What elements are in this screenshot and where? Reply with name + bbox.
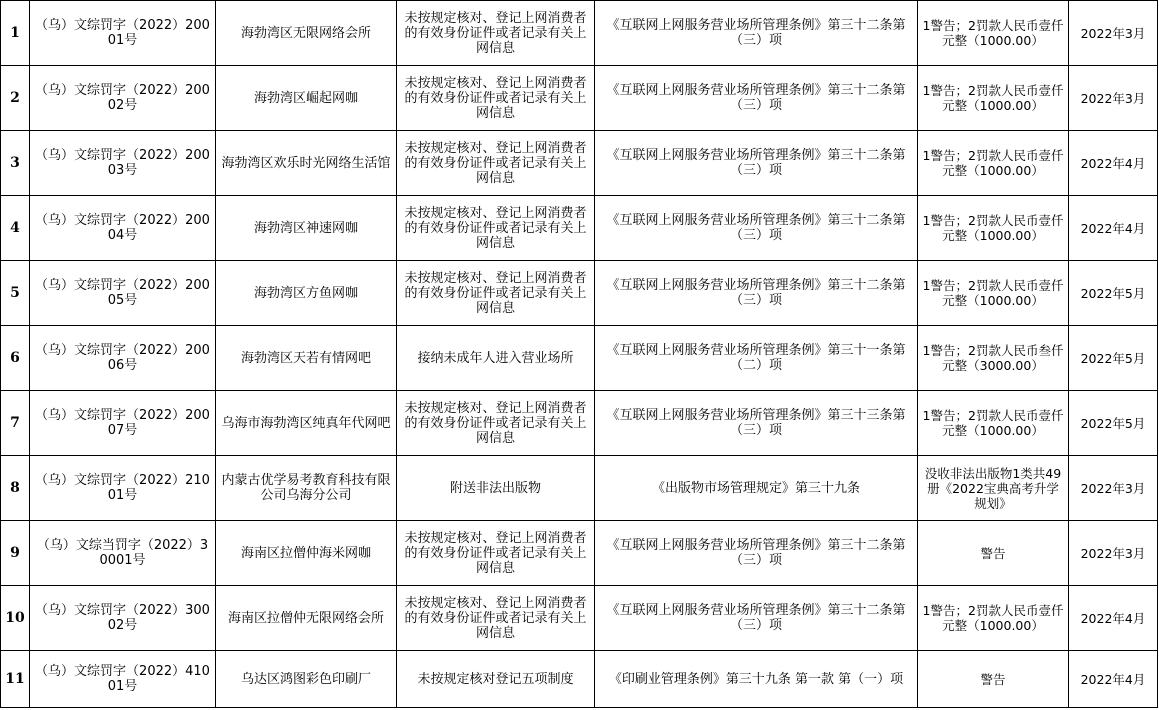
legal-basis: 《互联网上网服务营业场所管理条例》第三十二条第（三）项 bbox=[595, 521, 918, 586]
decision-doc-number: （乌）文综罚字（2022）21001号 bbox=[30, 456, 216, 521]
legal-basis: 《出版物市场管理规定》第三十九条 bbox=[595, 456, 918, 521]
table-row bbox=[1, 651, 1158, 708]
violation-fact: 未按规定核对、登记上网消费者的有效身份证件或者记录有关上网信息 bbox=[397, 196, 595, 261]
table-row bbox=[1, 131, 1158, 196]
decision-doc-number: （乌）文综罚字（2022）30002号 bbox=[30, 586, 216, 651]
legal-basis: 《印刷业管理条例》第三十九条 第一款 第（一）项 bbox=[595, 651, 918, 708]
row-number: 1 bbox=[1, 1, 30, 66]
party-name: 海勃湾区欢乐时光网络生活馆 bbox=[216, 131, 397, 196]
decision-doc-number: （乌）文综罚字（2022）20007号 bbox=[30, 391, 216, 456]
party-name: 海勃湾区无限网络会所 bbox=[216, 1, 397, 66]
legal-basis: 《互联网上网服务营业场所管理条例》第三十二条第（三）项 bbox=[595, 66, 918, 131]
table-row bbox=[1, 456, 1158, 521]
row-number: 8 bbox=[1, 456, 30, 521]
violation-fact: 未按规定核对、登记上网消费者的有效身份证件或者记录有关上网信息 bbox=[397, 131, 595, 196]
row-number: 5 bbox=[1, 261, 30, 326]
table-body bbox=[1, 1, 1158, 708]
legal-basis: 《互联网上网服务营业场所管理条例》第三十二条第（三）项 bbox=[595, 196, 918, 261]
table-row bbox=[1, 1, 1158, 66]
legal-basis: 《互联网上网服务营业场所管理条例》第三十二条第（三）项 bbox=[595, 261, 918, 326]
table-row bbox=[1, 521, 1158, 586]
decision-doc-number: （乌）文综罚字（2022）20004号 bbox=[30, 196, 216, 261]
legal-basis: 《互联网上网服务营业场所管理条例》第三十二条第（三）项 bbox=[595, 131, 918, 196]
decision-doc-number: （乌）文综罚字（2022）20003号 bbox=[30, 131, 216, 196]
decision-doc-number: （乌）文综罚字（2022）20001号 bbox=[30, 1, 216, 66]
row-number: 7 bbox=[1, 391, 30, 456]
table-row bbox=[1, 586, 1158, 651]
penalty-content: 警告 bbox=[918, 651, 1069, 708]
party-name: 海南区拉僧仲海米网咖 bbox=[216, 521, 397, 586]
table-row bbox=[1, 66, 1158, 131]
party-name: 海勃湾区方鱼网咖 bbox=[216, 261, 397, 326]
penalty-content: 警告 bbox=[918, 521, 1069, 586]
decision-date: 2022年4月 bbox=[1069, 586, 1158, 651]
party-name: 内蒙古优学易考教育科技有限公司乌海分公司 bbox=[216, 456, 397, 521]
violation-fact: 未按规定核对登记五项制度 bbox=[397, 651, 595, 708]
decision-date: 2022年5月 bbox=[1069, 326, 1158, 391]
party-name: 海勃湾区崛起网咖 bbox=[216, 66, 397, 131]
party-name: 海南区拉僧仲无限网络会所 bbox=[216, 586, 397, 651]
penalty-content: 1警告；2罚款人民币壹仟元整（1000.00） bbox=[918, 1, 1069, 66]
penalty-content: 1警告；2罚款人民币壹仟元整（1000.00） bbox=[918, 391, 1069, 456]
violation-fact: 未按规定核对、登记上网消费者的有效身份证件或者记录有关上网信息 bbox=[397, 586, 595, 651]
legal-basis: 《互联网上网服务营业场所管理条例》第三十二条第（三）项 bbox=[595, 586, 918, 651]
penalty-content: 1警告；2罚款人民币壹仟元整（1000.00） bbox=[918, 131, 1069, 196]
decision-doc-number: （乌）文综罚字（2022）20005号 bbox=[30, 261, 216, 326]
decision-doc-number: （乌）文综罚字（2022）20006号 bbox=[30, 326, 216, 391]
decision-date: 2022年3月 bbox=[1069, 456, 1158, 521]
row-number: 11 bbox=[1, 651, 30, 708]
decision-date: 2022年4月 bbox=[1069, 131, 1158, 196]
party-name: 乌达区鸿图彩色印刷厂 bbox=[216, 651, 397, 708]
party-name: 海勃湾区神速网咖 bbox=[216, 196, 397, 261]
violation-fact: 接纳未成年人进入营业场所 bbox=[397, 326, 595, 391]
row-number: 2 bbox=[1, 66, 30, 131]
violation-fact: 未按规定核对、登记上网消费者的有效身份证件或者记录有关上网信息 bbox=[397, 261, 595, 326]
penalty-content: 1警告；2罚款人民币壹仟元整（1000.00） bbox=[918, 196, 1069, 261]
decision-date: 2022年3月 bbox=[1069, 1, 1158, 66]
row-number: 9 bbox=[1, 521, 30, 586]
decision-date: 2022年4月 bbox=[1069, 196, 1158, 261]
violation-fact: 未按规定核对、登记上网消费者的有效身份证件或者记录有关上网信息 bbox=[397, 391, 595, 456]
penalty-content: 1警告；2罚款人民币壹仟元整（1000.00） bbox=[918, 261, 1069, 326]
table-row bbox=[1, 326, 1158, 391]
row-number: 10 bbox=[1, 586, 30, 651]
penalty-content: 1警告；2罚款人民币叁仟元整（3000.00） bbox=[918, 326, 1069, 391]
decision-date: 2022年3月 bbox=[1069, 521, 1158, 586]
decision-doc-number: （乌）文综罚字（2022）20002号 bbox=[30, 66, 216, 131]
decision-date: 2022年5月 bbox=[1069, 261, 1158, 326]
legal-basis: 《互联网上网服务营业场所管理条例》第三十三条第（三）项 bbox=[595, 391, 918, 456]
party-name: 乌海市海勃湾区纯真年代网吧 bbox=[216, 391, 397, 456]
violation-fact: 未按规定核对、登记上网消费者的有效身份证件或者记录有关上网信息 bbox=[397, 1, 595, 66]
legal-basis: 《互联网上网服务营业场所管理条例》第三十二条第（三）项 bbox=[595, 1, 918, 66]
violation-fact: 未按规定核对、登记上网消费者的有效身份证件或者记录有关上网信息 bbox=[397, 521, 595, 586]
row-number: 3 bbox=[1, 131, 30, 196]
penalty-content: 1警告；2罚款人民币壹仟元整（1000.00） bbox=[918, 586, 1069, 651]
table-row bbox=[1, 391, 1158, 456]
table-row bbox=[1, 196, 1158, 261]
party-name: 海勃湾区天若有情网吧 bbox=[216, 326, 397, 391]
violation-fact: 未按规定核对、登记上网消费者的有效身份证件或者记录有关上网信息 bbox=[397, 66, 595, 131]
legal-basis: 《互联网上网服务营业场所管理条例》第三十一条第（二）项 bbox=[595, 326, 918, 391]
penalty-content: 1警告；2罚款人民币壹仟元整（1000.00） bbox=[918, 66, 1069, 131]
decision-doc-number: （乌）文综罚字（2022）41001号 bbox=[30, 651, 216, 708]
decision-date: 2022年4月 bbox=[1069, 651, 1158, 708]
table-row bbox=[1, 261, 1158, 326]
decision-doc-number: （乌）文综当罚字（2022）30001号 bbox=[30, 521, 216, 586]
row-number: 6 bbox=[1, 326, 30, 391]
decision-date: 2022年3月 bbox=[1069, 66, 1158, 131]
row-number: 4 bbox=[1, 196, 30, 261]
penalty-content: 没收非法出版物1类共49册《2022宝典高考升学规划》 bbox=[918, 456, 1069, 521]
decision-date: 2022年5月 bbox=[1069, 391, 1158, 456]
violation-fact: 附送非法出版物 bbox=[397, 456, 595, 521]
